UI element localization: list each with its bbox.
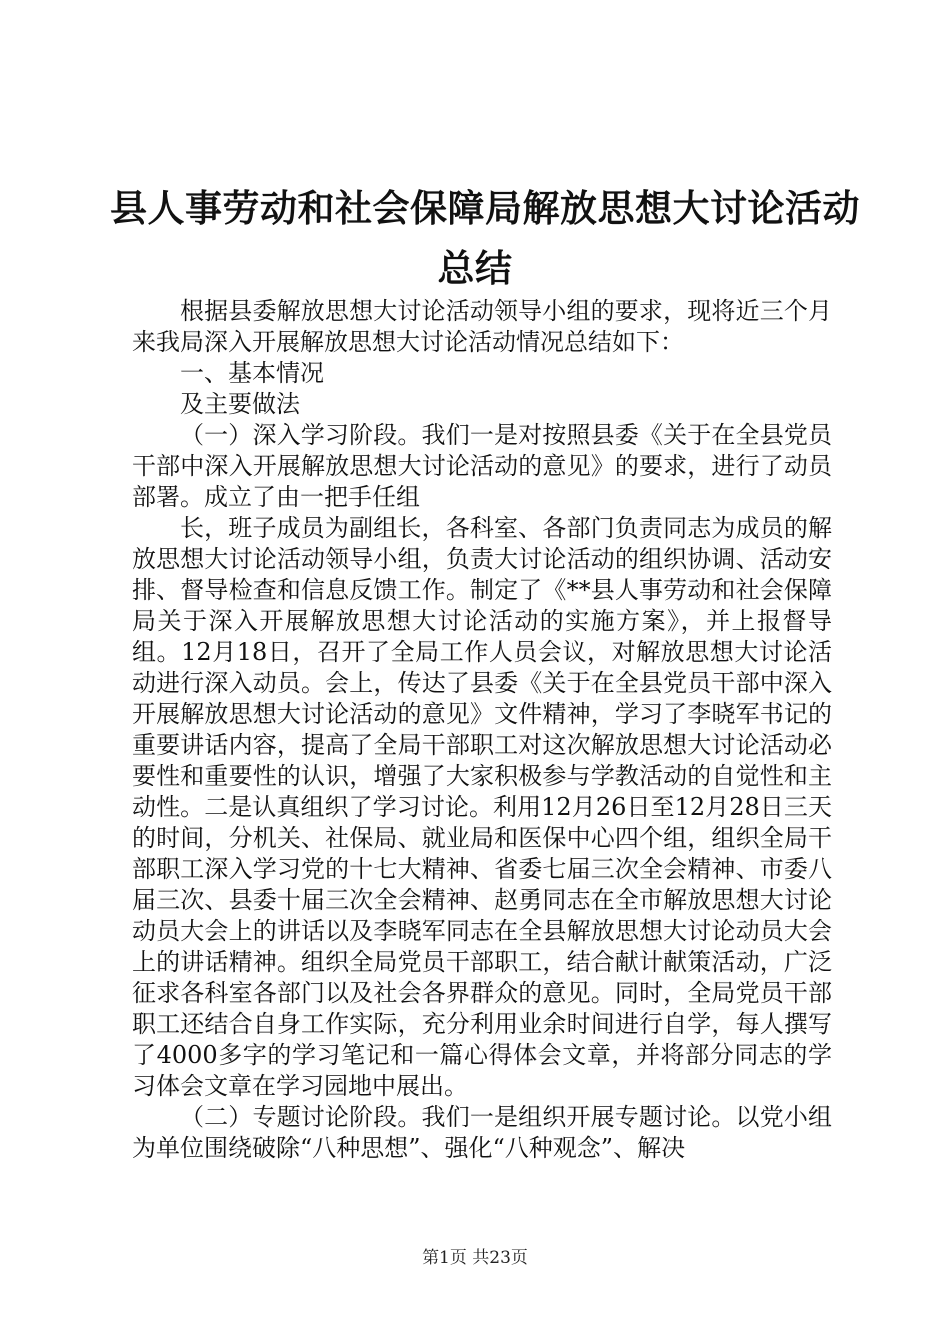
page-indicator: 第1页 共23页 [422,1248,528,1268]
paragraph-study-details: 长，班子成员为副组长，各科室、各部门负责同志为成员的解放思想大讨论活动领导小组，负责大讨论活动的组织协调、活动安排、督导检查和信息反馈工作。制定了《**县人事劳动和社会保障局关于深入开展解放思想大讨论活动的实施方案》，并上报督导组。12月18日，召开了全局工作人员会议，对解放思想大讨论活动进行深入动员。会上，传达了县委《关于在全县党员干部中深入开展解放思想大讨论活动的意见》文件精神，学习了李晓军书记的重要讲话内容，提高了全局干部职工对这次解放思想大讨论活动必要性和重要性的认识，增强了大家积极参与学教活动的自觉性和主动性。二是认真组织了学习讨论。利用12月26日至12月28日三天的时间，分机关、社保局、就业局和医保中心四个组，组织全局干部职工深入学习党的十七大精神、省委七届三次全会精神、市委八届三次、县委十届三次全会精神、赵勇同志在全市解放思想大讨论动员大会上的讲话以及李晓军同志在全县解放思想大讨论动员大会上的讲话精神。组织全局党员干部职工，结合献计献策活动，广泛征求各科室各部门以及社会各界群众的意见。同时，全局党员干部职工还结合自身工作实际，充分利用业余时间进行自学，每人撰写了4000多字的学习笔记和一篇心得体会文章，并将部分同志的学习体会文章在学习园地中展出。 [132,514,832,1100]
section-heading-basic: 一、基本情况 [180,359,324,387]
paragraph-study-stage: （一）深入学习阶段。我们一是对按照县委《关于在全县党员干部中深入开展解放思想大讨论活动的意见》的要求，进行了动员部署。成立了由一把手任组 [132,421,832,511]
document-title-line-2: 总结 [437,246,513,290]
document-body [132,296,832,1164]
paragraph-intro: 根据县委解放思想大讨论活动领导小组的要求，现将近三个月来我局深入开展解放思想大讨论活动情况总结如下： [132,297,832,356]
paragraph-discussion-stage: （二）专题讨论阶段。我们一是组织开展专题讨论。以党小组为单位围绕破除“八种思想”、强化“八种观念”、解决 [132,1103,832,1162]
document-title-line-1: 县人事劳动和社会保障局解放思想大讨论活动 [110,186,860,230]
section-heading-practice: 及主要做法 [180,390,300,418]
